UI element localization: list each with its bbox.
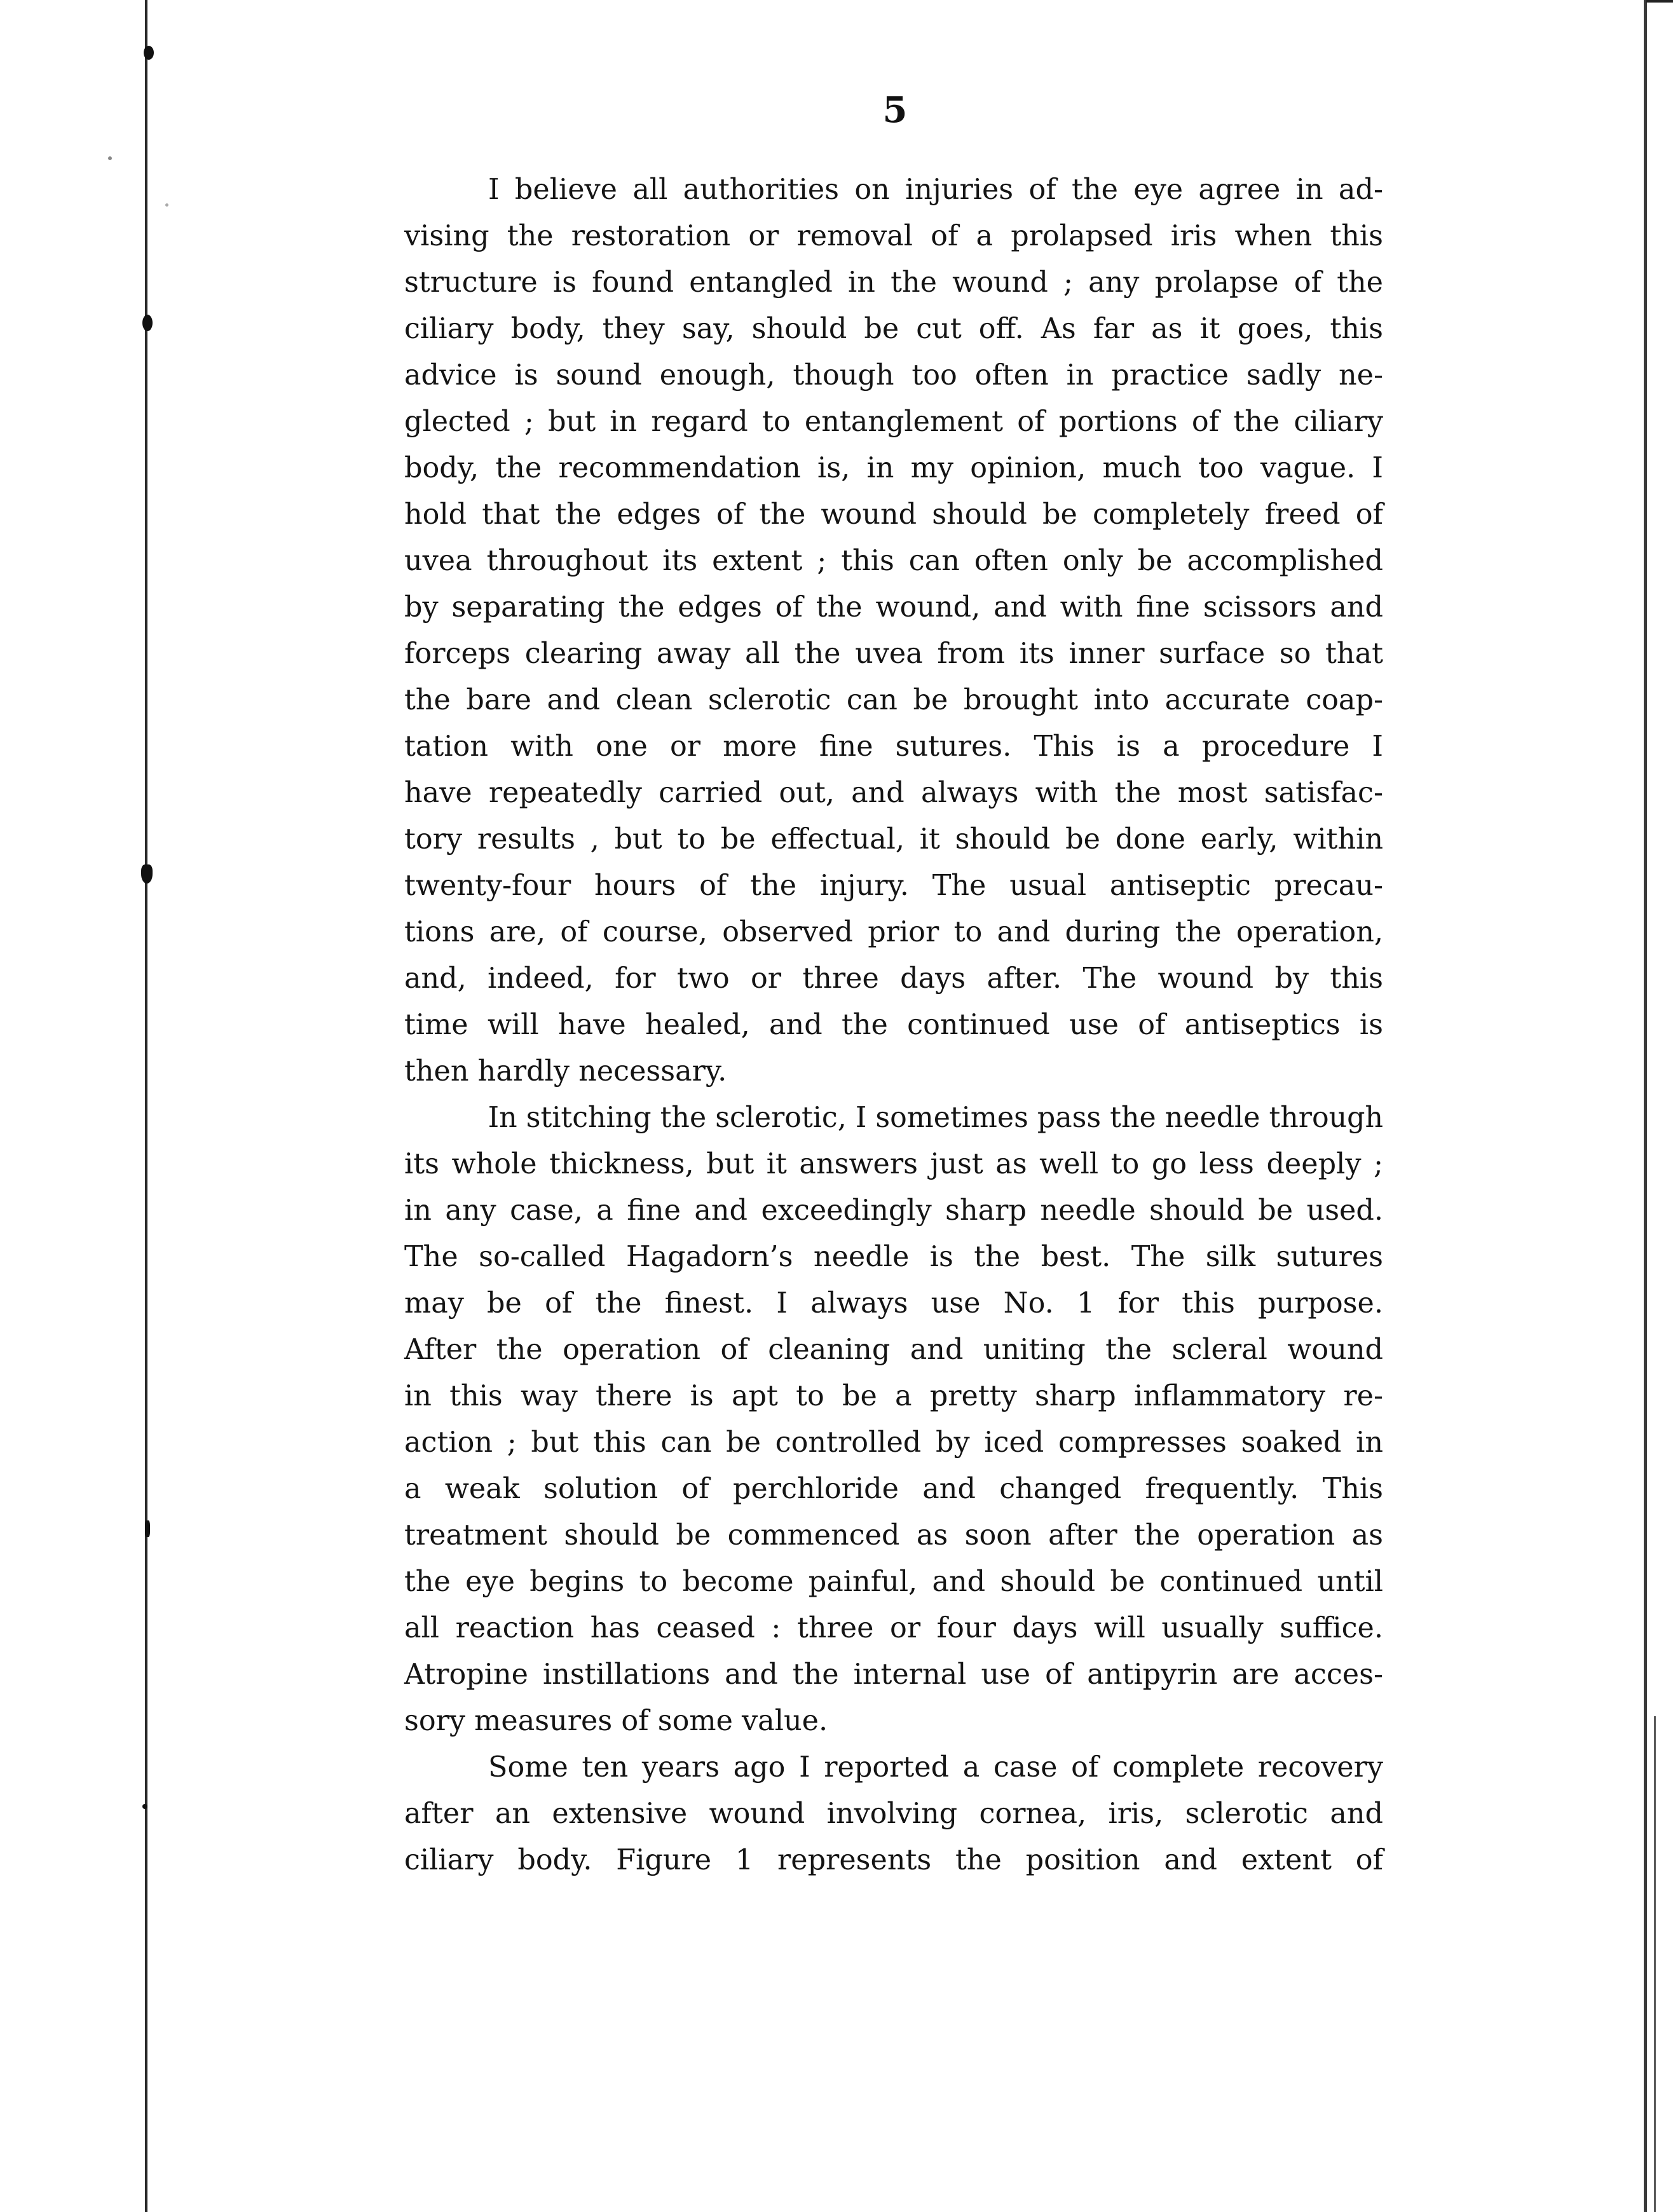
page-number: 5: [882, 89, 908, 131]
text-line: structure is found entangled in the wound ; any prolapse of the: [404, 266, 1383, 299]
paragraph: [404, 1095, 1383, 1744]
text-line: and, indeed, for two or three days after. The wound by this: [404, 962, 1383, 995]
text-line: uvea throughout its extent ; this can often only be accomplished: [404, 545, 1383, 577]
text-line: tory results , but to be effectual, it should be done early, within: [404, 823, 1383, 856]
margin-speck: [142, 1804, 147, 1809]
text-line: in any case, a fine and exceedingly sharp needle should be used.: [404, 1194, 1383, 1227]
text-line: ciliary body. Figure 1 represents the position and extent of: [404, 1844, 1383, 1876]
text-line: Some ten years ago I reported a case of complete recovery: [488, 1751, 1383, 1784]
text-line: forceps clearing away all the uvea from its inner surface so that: [404, 638, 1383, 670]
text-line: a weak solution of perchloride and changed frequently. This: [404, 1473, 1383, 1505]
text-line: may be of the finest. I always use No. 1 for this purpose.: [404, 1287, 1383, 1320]
text-line: all reaction has ceased : three or four days will usually suffice.: [404, 1612, 1383, 1644]
text-line: have repeatedly carried out, and always with the most satisfac-: [404, 777, 1383, 809]
text-line: treatment should be commenced as soon after the operation as: [404, 1519, 1383, 1552]
text-line: advice is sound enough, though too often in practice sadly ne-: [404, 359, 1383, 392]
text-line: vising the restoration or removal of a prolapsed iris when this: [404, 220, 1383, 252]
corner-mark: [1646, 0, 1673, 3]
text-line: its whole thickness, but it answers just as well to go less deeply ;: [404, 1148, 1383, 1180]
text-line: ciliary body, they say, should be cut off. As far as it goes, this: [404, 313, 1383, 345]
text-line: sory measures of some value.: [404, 1705, 828, 1737]
margin-speck: [145, 1520, 150, 1537]
text-line: action ; but this can be controlled by iced compresses soaked in: [404, 1426, 1383, 1459]
text-line: glected ; but in regard to entanglement of portions of the ciliary: [404, 406, 1383, 438]
margin-speck: [141, 864, 153, 884]
text-line: then hardly necessary.: [404, 1055, 727, 1088]
text-line: In stitching the sclerotic, I sometimes pass the needle through: [488, 1102, 1383, 1134]
margin-speck: [144, 46, 154, 60]
text-line: by separating the edges of the wound, and with fine scissors and: [404, 591, 1383, 624]
text-line: body, the recommendation is, in my opinion, much too vague. I: [404, 452, 1383, 484]
text-line: I believe all authorities on injuries of the eye agree in ad-: [488, 174, 1383, 206]
text-line: After the operation of cleaning and uniting the scleral wound: [404, 1334, 1383, 1366]
right-page-edge: [1644, 0, 1647, 2212]
binding-edge-line: [145, 0, 147, 2212]
text-line: after an extensive wound involving cornea, iris, sclerotic and: [404, 1798, 1383, 1830]
text-line: in this way there is apt to be a pretty sharp inflammatory re-: [404, 1380, 1383, 1412]
text-line: Atropine instillations and the internal use of antipyrin are acces-: [404, 1658, 1383, 1691]
margin-speck: [142, 315, 153, 331]
paragraph: [404, 167, 1383, 1095]
text-line: the bare and clean sclerotic can be brought into accurate coap-: [404, 684, 1383, 716]
right-page-edge-shadow: [1654, 1716, 1656, 2212]
text-line: time will have healed, and the continued use of antiseptics is: [404, 1009, 1383, 1041]
text-line: hold that the edges of the wound should be completely freed of: [404, 498, 1383, 531]
text-line: tation with one or more fine sutures. This is a procedure I: [404, 730, 1383, 763]
text-line: The so-called Hagadorn’s needle is the best. The silk sutures: [404, 1241, 1383, 1273]
margin-speck: [165, 203, 168, 207]
margin-speck: [108, 156, 112, 160]
paragraph: [404, 1744, 1383, 1883]
text-line: tions are, of course, observed prior to and during the operation,: [404, 916, 1383, 948]
body-text: [404, 167, 1383, 1883]
text-line: the eye begins to become painful, and should be continued until: [404, 1566, 1383, 1598]
text-line: twenty-four hours of the injury. The usual antiseptic precau-: [404, 870, 1383, 902]
